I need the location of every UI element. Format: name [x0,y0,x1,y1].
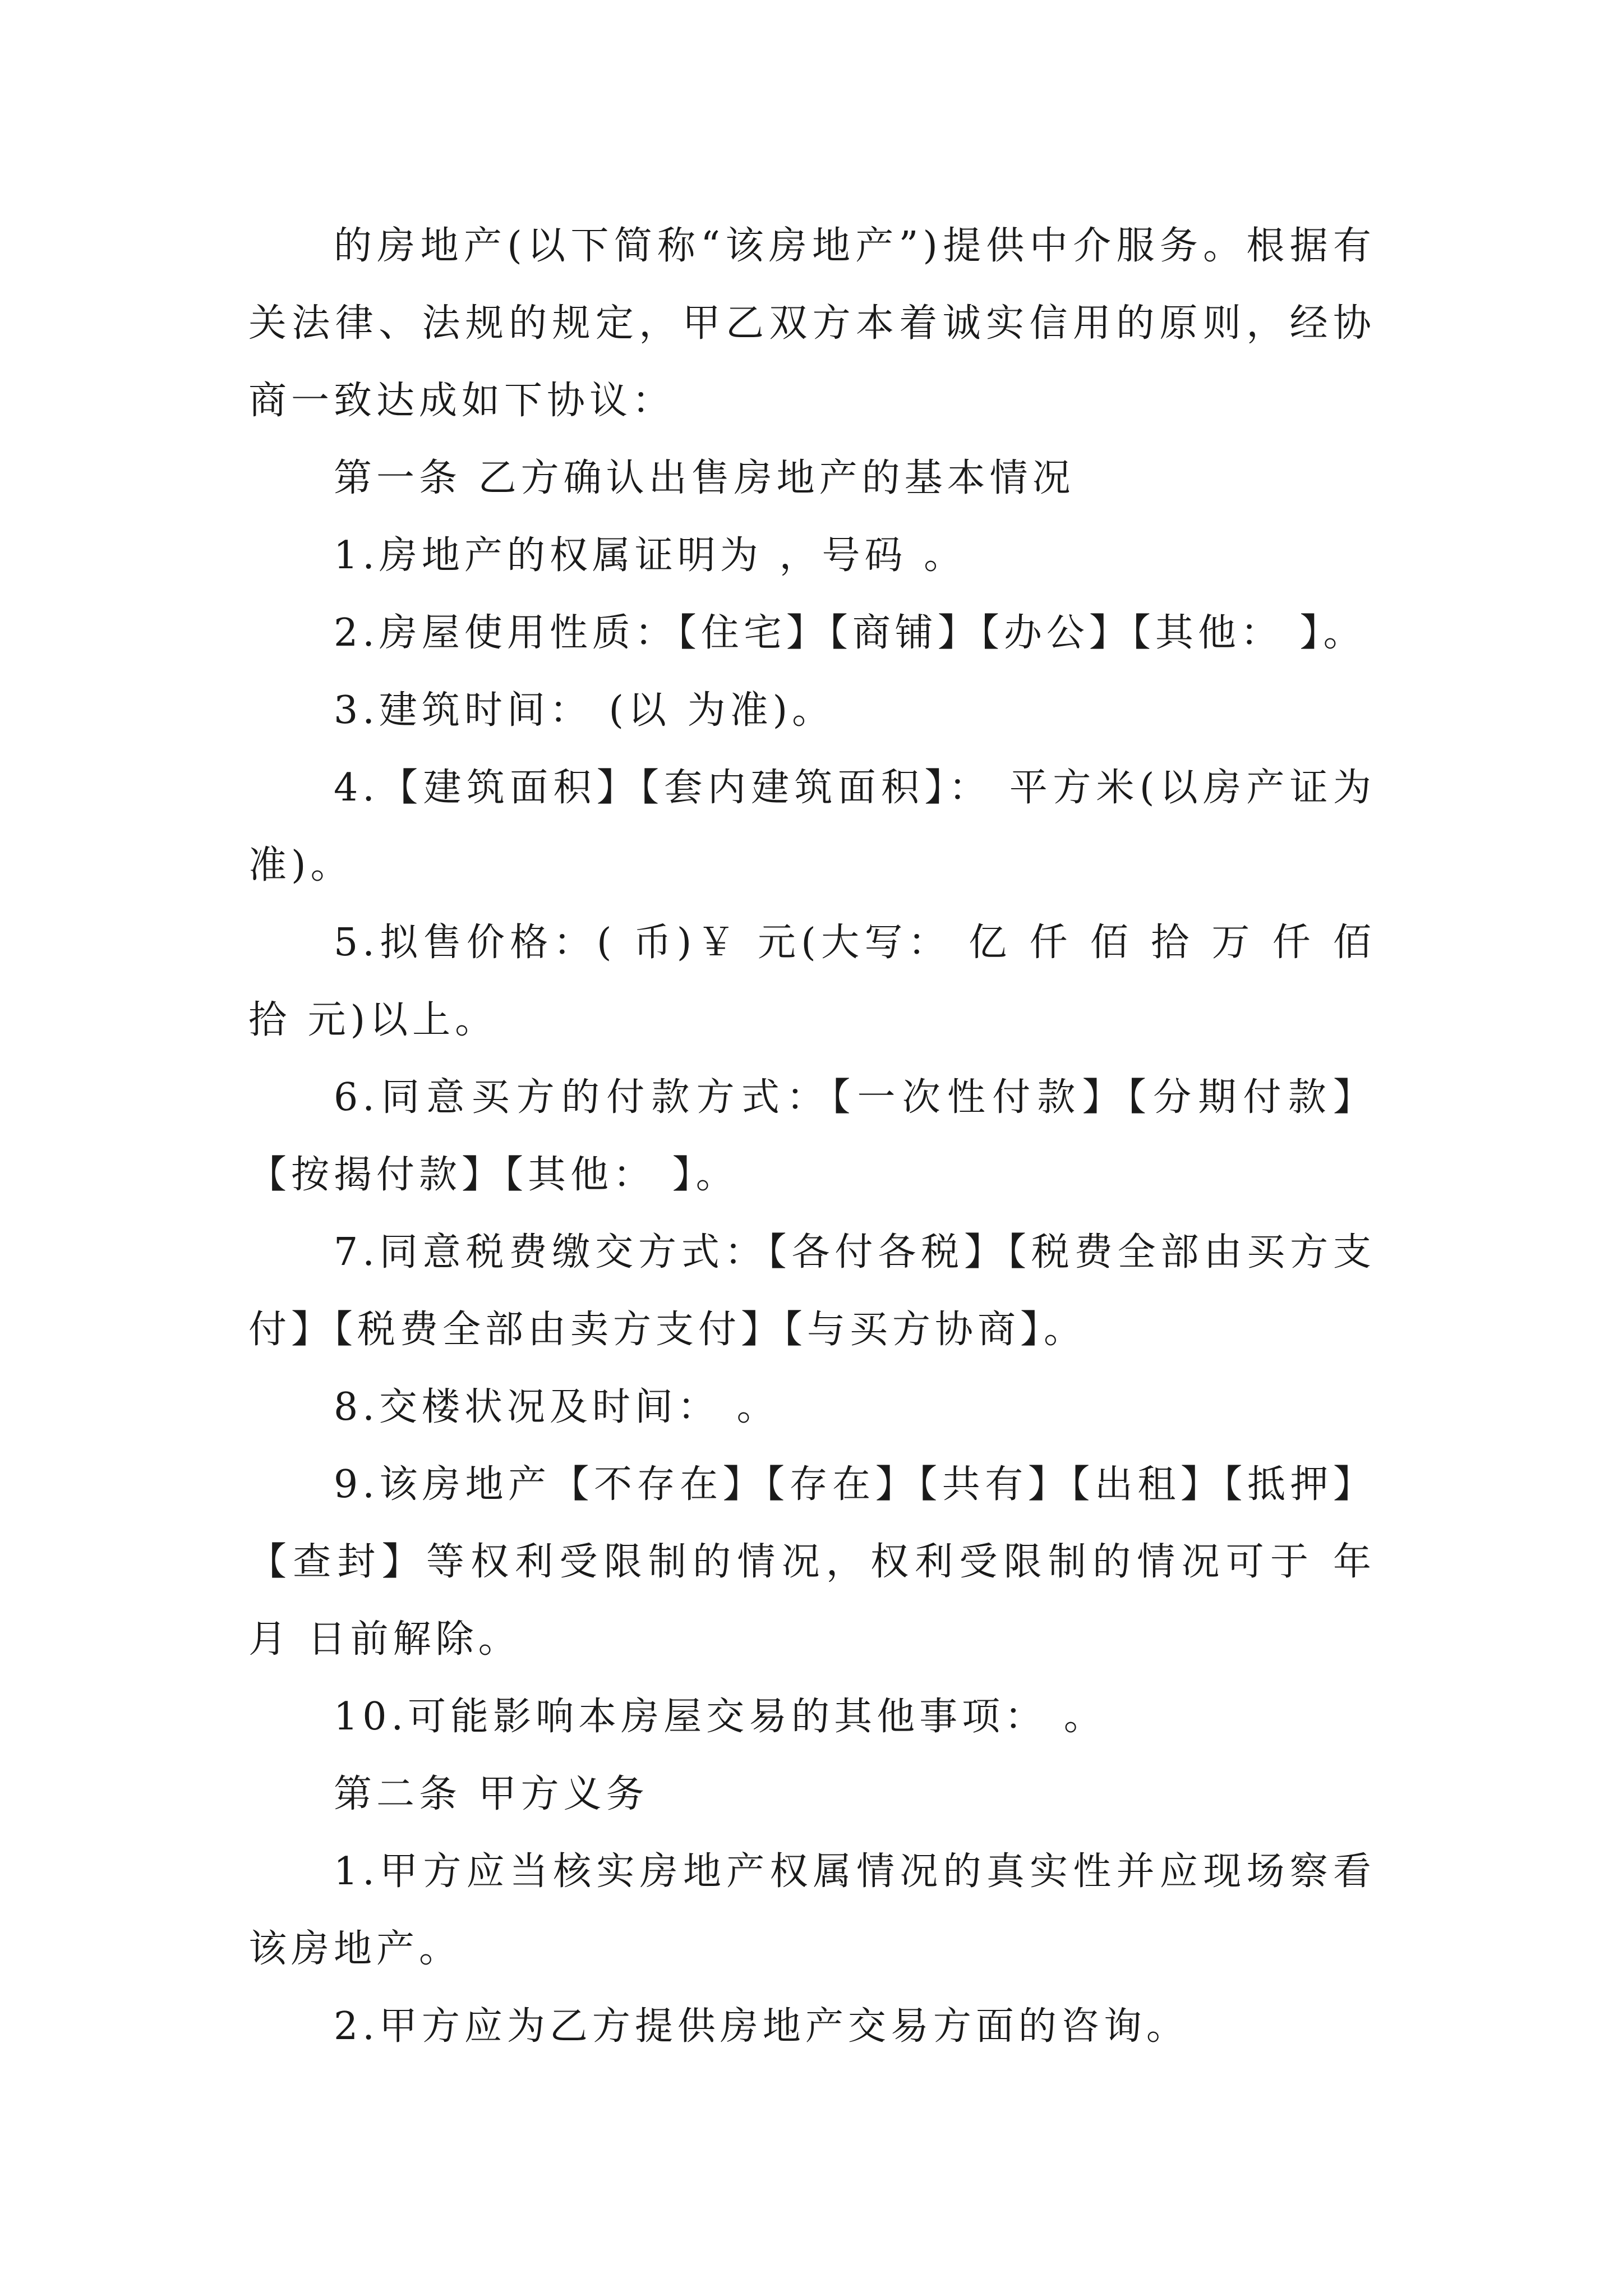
article-1-item-8: 8.交楼状况及时间： 。 [334,1385,780,1429]
article-1-item-9: 9.该房地产【不存在】【存在】【共有】【出租】【抵押】【查封】等权利受限制的情况，权利受限制的情况可于 年 月 日前解除。 [248,1462,1376,1662]
article-1-item-7: 7.同意税费缴交方式：【各付各税】【税费全部由买方支付】【税费全部由卖方支付】【与买方协商】。 [248,1230,1376,1352]
article-2-heading: 第二条 甲方义务 [334,1772,649,1816]
document-body [248,208,1376,2065]
article-1-heading: 第一条 乙方确认出售房地产的基本情况 [334,456,1075,500]
article-2-item-2: 2.甲方应为乙方提供房地产交易方面的咨询。 [334,2004,1189,2049]
article-1-item-6: 6.同意买方的付款方式：【一次性付款】【分期付款】【按揭付款】【其他： 】。 [248,1075,1376,1197]
intro-paragraph: 的房地产(以下简称“该房地产”)提供中介服务。根据有关法律、法规的规定，甲乙双方本着诚实信用的原则，经协商一致达成如下协议： [248,224,1376,423]
article-1-item-4: 4.【建筑面积】【套内建筑面积】： 平方米(以房产证为准)。 [248,766,1376,887]
article-2-item-1: 1.甲方应当核实房地产权属情况的真实性并应现场察看该房地产。 [248,1849,1376,1971]
article-1-item-1: 1.房地产的权属证明为 ，号码 。 [334,533,967,578]
article-1-item-10: 10.可能影响本房屋交易的其他事项： 。 [334,1695,1106,1739]
article-1-item-5: 5.拟售价格：( 币)￥ 元(大写： 亿 仟 佰 拾 万 仟 佰 拾 元)以上。 [248,921,1376,1042]
article-1-item-2: 2.房屋使用性质：【住宅】【商铺】【办公】【其他： 】。 [334,611,1366,655]
article-1-item-3: 3.建筑时间： (以 为准)。 [334,688,835,733]
